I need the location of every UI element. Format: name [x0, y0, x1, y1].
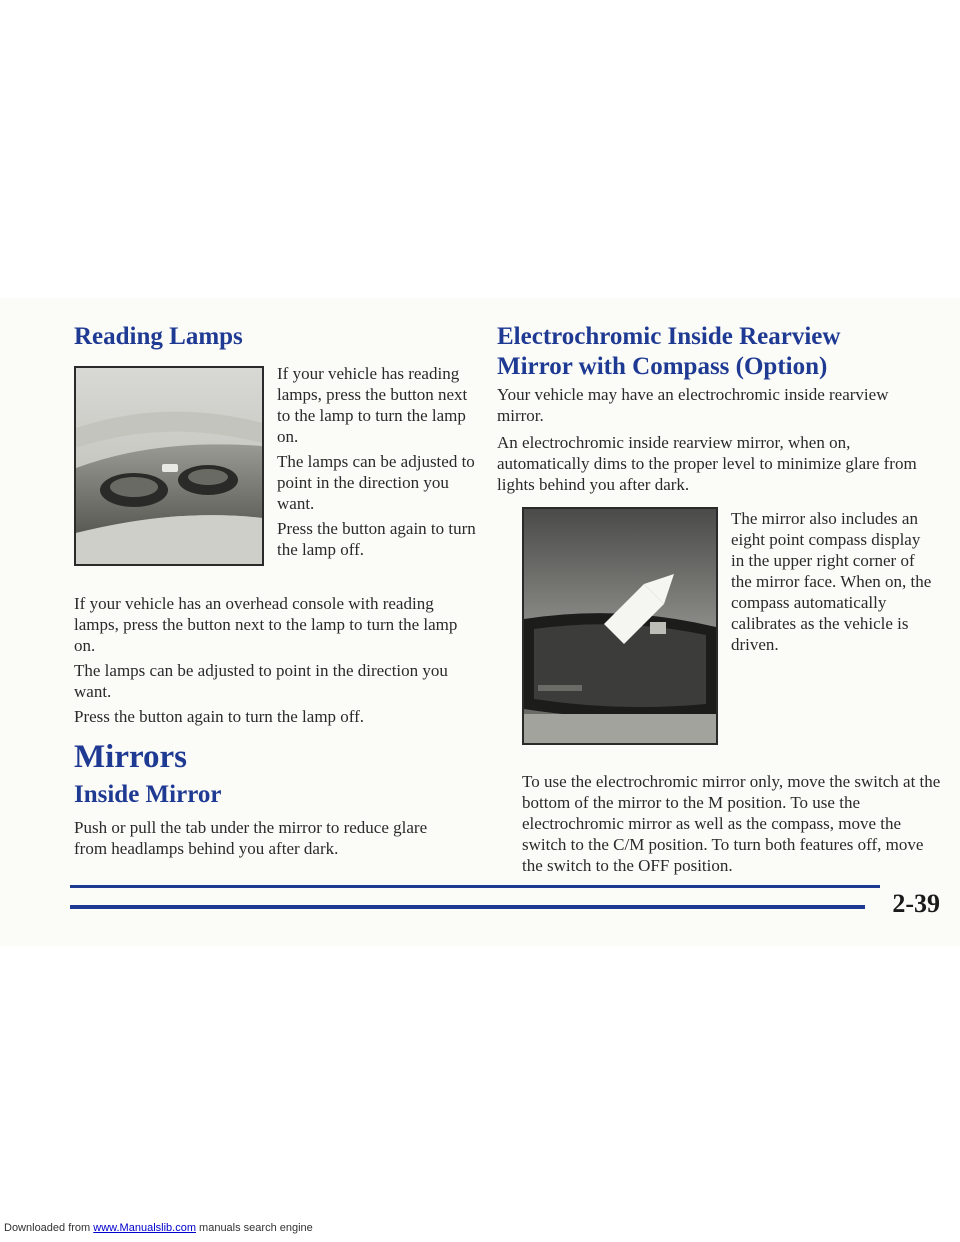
reading-lamps-photo	[74, 366, 264, 566]
reading-lamps-heading: Reading Lamps	[74, 323, 243, 350]
rearview-mirror-illustration	[524, 509, 716, 743]
electrochromic-para-2: An electrochromic inside rearview mirror, when on, automatically dims to the proper level to minimize glare from lights behind you after dark.	[497, 433, 917, 494]
inside-mirror-heading: Inside Mirror	[74, 781, 222, 808]
reading-lamps-illustration	[76, 368, 262, 564]
reading-lamps-side-para-3: Press the button again to turn the lamp off.	[277, 519, 476, 559]
reading-lamps-para-3: Press the button again to turn the lamp off.	[74, 707, 365, 726]
footer-suffix: manuals search engine	[195, 1222, 313, 1234]
footer-prefix: Downloaded from	[4, 1222, 94, 1234]
reading-lamps-para-2: The lamps can be adjusted to point in the direction you want.	[74, 661, 448, 701]
compass-side-text: The mirror also includes an eight point compass display in the upper right corner of the mirror face. When on, the compass automatically calibrates as the vehicle is driven.	[731, 509, 932, 654]
electrochromic-mirror-heading: Electrochromic Inside Rearview Mirror with Compass (Option)	[497, 323, 841, 380]
mirror-switch-para: To use the electrochromic mirror only, move the switch at the bottom of the mirror to the M position. To use the electrochromic mirror as well as the compass, move the switch to the C/M position. To turn both features off, move the switch to the OFF position.	[522, 772, 941, 875]
reading-lamps-side-para-2: The lamps can be adjusted to point in the direction you want.	[277, 452, 475, 513]
mirrors-heading: Mirrors	[74, 739, 188, 775]
electrochromic-para-1: Your vehicle may have an electrochromic inside rearview mirror.	[497, 385, 889, 425]
reading-lamps-para-1: If your vehicle has an overhead console with reading lamps, press the button next to the lamp to turn the lamp on.	[74, 594, 458, 655]
inside-mirror-para: Push or pull the tab under the mirror to reduce glare from headlamps behind you after dark.	[74, 818, 428, 858]
footer-rule-bottom	[70, 905, 865, 909]
reading-lamps-side-para-1: If your vehicle has reading lamps, press the button next to the lamp to turn the lamp on.	[277, 364, 468, 446]
manualslib-link[interactable]: www.Manualslib.com	[93, 1222, 196, 1234]
page-number: 2-39	[892, 889, 940, 918]
download-footer	[4, 1222, 313, 1234]
footer-rule-top	[70, 885, 880, 888]
rearview-mirror-photo	[522, 507, 718, 745]
